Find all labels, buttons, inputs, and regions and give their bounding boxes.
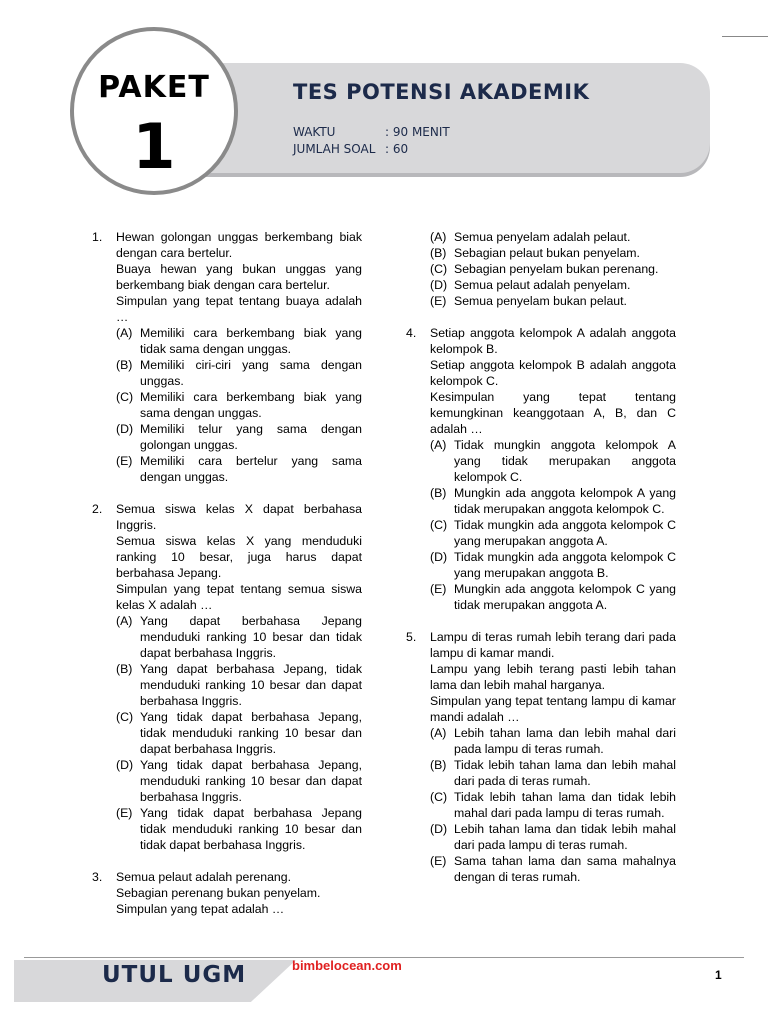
option-b: (B) Mungkin ada anggota kelompok A yang tidak merupakan anggota kelompok C. (430, 486, 676, 516)
question-prompt: Simpulan yang tepat adalah … (116, 902, 285, 916)
option-b: (B) Tidak lebih tahan lama dan lebih mahal dari pada di teras rumah. (430, 758, 676, 788)
question-4 (406, 325, 676, 613)
jumlah-soal-value: : 60 (385, 142, 409, 156)
option-a: (A) Lebih tahan lama dan lebih mahal dari pada lampu di teras rumah. (430, 726, 676, 756)
option-d: (D) Memiliki telur yang sama dengan golongan unggas. (116, 422, 362, 452)
question-number: 2. (92, 502, 103, 516)
question-text: Setiap anggota kelompok A adalah anggota kelompok B. (430, 326, 676, 356)
page-title: TES POTENSI AKADEMIK (293, 80, 590, 104)
paket-label: PAKET (98, 70, 210, 105)
option-a: (A) Tidak mungkin anggota kelompok A yang tidak merupakan anggota kelompok C. (430, 438, 676, 484)
option-d: (D) Semua pelaut adalah penyelam. (430, 278, 631, 292)
question-prompt: Kesimpulan yang tepat tentang kemungkinan keanggotaan A, B, dan C adalah … (430, 390, 676, 436)
option-e: (E) Mungkin ada anggota kelompok C yang tidak merupakan anggota A. (430, 582, 676, 612)
option-a: (A) Yang dapat berbahasa Jepang menduduki ranking 10 besar dan tidak dapat berbahasa Inggris. (116, 614, 362, 660)
option-b: (B) Yang dapat berbahasa Jepang, tidak menduduki ranking 10 besar dan dapat berbahasa Inggris. (116, 662, 362, 708)
exam-info (293, 124, 450, 158)
question-text: Setiap anggota kelompok B adalah anggota kelompok C. (430, 358, 676, 388)
question-text: Semua siswa kelas X dapat berbahasa Inggris. (116, 502, 362, 532)
option-b: (B) Memiliki ciri-ciri yang sama dengan unggas. (116, 358, 362, 388)
question-3-options (406, 229, 676, 309)
option-d: (D) Yang tidak dapat berbahasa Jepang, menduduki ranking 10 besar dan dapat berbahasa Inggris. (116, 758, 362, 804)
question-text: Buaya hewan yang bukan unggas yang berkembang biak dengan cara bertelur. (116, 262, 362, 292)
question-2 (92, 501, 362, 853)
waktu-label: WAKTU (293, 125, 336, 139)
option-c: (C) Memiliki cara berkembang biak yang sama dengan unggas. (116, 390, 362, 420)
question-prompt: Simpulan yang tepat tentang lampu di kamar mandi adalah … (430, 694, 676, 724)
waktu-value: : 90 MENIT (385, 125, 450, 139)
question-number: 3. (92, 870, 103, 884)
option-c: (C) Sebagian penyelam bukan perenang. (430, 262, 659, 276)
option-e: (E) Memiliki cara bertelur yang sama dengan unggas. (116, 454, 362, 484)
footer-website-link[interactable]: bimbelocean.com (292, 958, 402, 973)
option-e: (E) Sama tahan lama dan sama mahalnya dengan di teras rumah. (430, 854, 676, 884)
option-e: (E) Semua penyelam bukan pelaut. (430, 294, 627, 308)
option-a: (A) Memiliki cara berkembang biak yang tidak sama dengan unggas. (116, 326, 362, 356)
question-prompt: Simpulan yang tepat tentang buaya adalah … (116, 294, 362, 324)
question-text: Semua siswa kelas X yang menduduki ranking 10 besar, juga harus dapat berbahasa Jepang. (116, 534, 362, 580)
option-d: (D) Tidak mungkin ada anggota kelompok C yang merupakan anggota B. (430, 550, 676, 580)
footer-brand: UTUL UGM (102, 962, 247, 988)
jumlah-soal-label: JUMLAH SOAL (293, 142, 376, 156)
page-number: 1 (715, 968, 722, 982)
option-d: (D) Lebih tahan lama dan tidak lebih mahal dari pada lampu di teras rumah. (430, 822, 676, 852)
question-number: 4. (406, 326, 417, 340)
question-text: Lampu yang lebih terang pasti lebih tahan lama dan lebih mahal harganya. (430, 662, 676, 692)
right-column (406, 229, 676, 901)
top-right-rule (722, 36, 768, 37)
question-text: Sebagian perenang bukan penyelam. (116, 886, 321, 900)
question-number: 5. (406, 630, 417, 644)
option-b: (B) Sebagian pelaut bukan penyelam. (430, 246, 640, 260)
left-column (92, 229, 362, 933)
question-text: Lampu di teras rumah lebih terang dari pada lampu di kamar mandi. (430, 630, 676, 660)
question-1 (92, 229, 362, 485)
question-text: Semua pelaut adalah perenang. (116, 870, 292, 884)
question-text: Hewan golongan unggas berkembang biak dengan cara bertelur. (116, 230, 362, 260)
question-number: 1. (92, 230, 103, 244)
option-c: (C) Yang tidak dapat berbahasa Jepang, tidak menduduki ranking 10 besar dan dapat berbahasa Inggris. (116, 710, 362, 756)
question-3 (92, 869, 362, 917)
option-c: (C) Tidak mungkin ada anggota kelompok C yang merupakan anggota A. (430, 518, 676, 548)
question-5 (406, 629, 676, 885)
option-e: (E) Yang tidak dapat berbahasa Jepang tidak menduduki ranking 10 besar dan tidak dapat berbahasa Inggris. (116, 806, 362, 852)
paket-number: 1 (132, 110, 176, 183)
option-a: (A) Semua penyelam adalah pelaut. (430, 230, 631, 244)
option-c: (C) Tidak lebih tahan lama dan tidak lebih mahal dari pada lampu di teras rumah. (430, 790, 676, 820)
question-prompt: Simpulan yang tepat tentang semua siswa kelas X adalah … (116, 582, 362, 612)
